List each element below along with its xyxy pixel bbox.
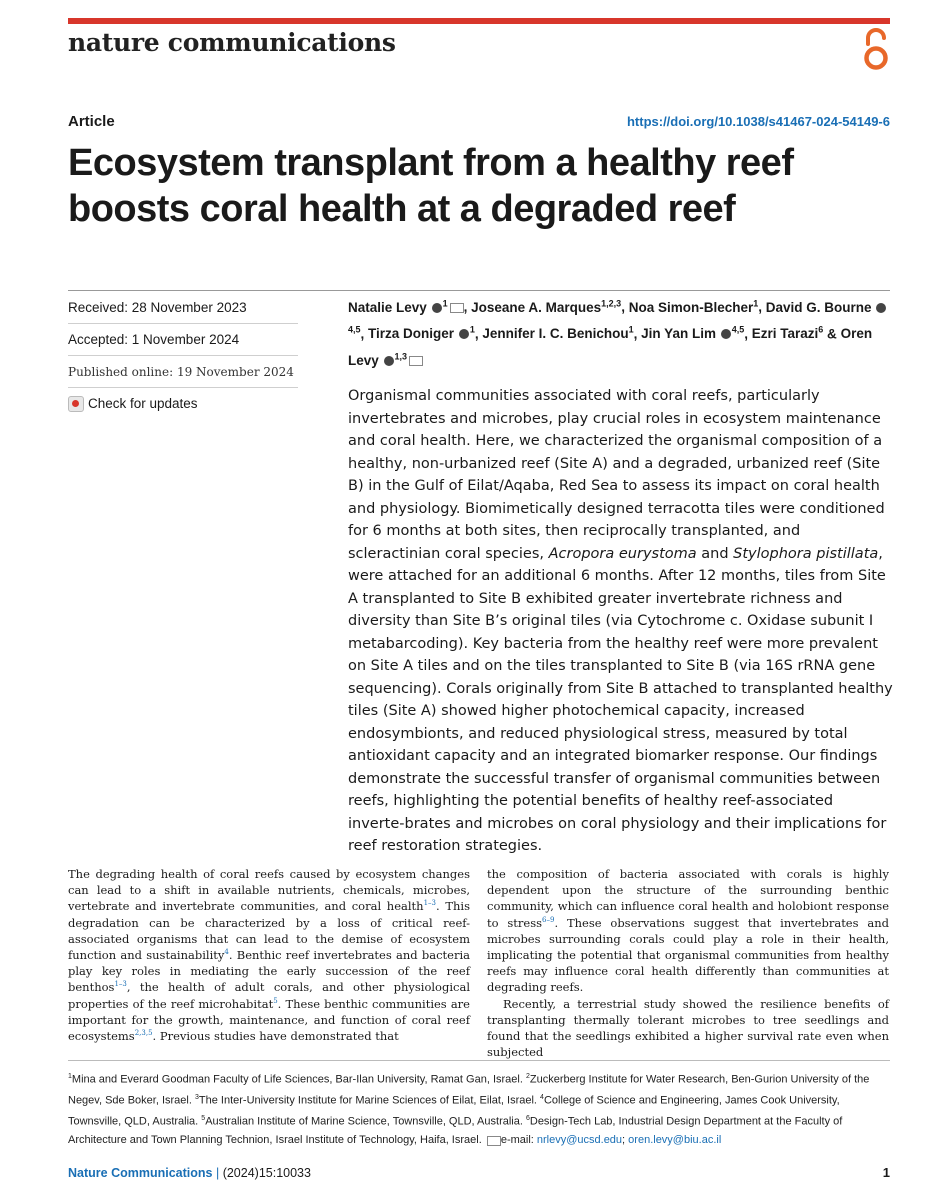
orcid-icon[interactable] — [459, 329, 469, 339]
article-type-label: Article — [68, 113, 115, 130]
affiliation-number: 5 — [201, 1115, 206, 1123]
author-name: Tirza Doniger — [368, 326, 455, 341]
author-separator: , — [474, 326, 483, 341]
body-paragraph — [68, 866, 470, 1044]
author-separator: , — [744, 326, 752, 341]
body-column-left — [68, 866, 470, 1044]
text-run: The degrading health of coral reefs caused by ecosystem changes can lead to a shift in available nutrients, chemicals, microbes, vertebrate and invertebrate communities, and coral health — [68, 867, 470, 914]
author-affiliation: 1 — [469, 324, 475, 335]
author[interactable] — [482, 326, 633, 341]
text-run: . These benthic communities are important for the growth, maintenance, and function of coral reef ecosystems — [68, 996, 470, 1044]
check-updates-icon — [68, 396, 84, 412]
affiliation-number: 1 — [68, 1073, 72, 1080]
species-name: Stylophora pistillata — [733, 545, 879, 562]
author-list — [348, 292, 893, 372]
orcid-icon[interactable] — [384, 356, 394, 366]
open-access-icon — [862, 28, 890, 72]
footer-volume: (2024)15:10033 — [222, 1166, 311, 1180]
author-name: Oren Levy — [348, 326, 873, 368]
author-affiliation: 4,5 — [348, 324, 361, 335]
check-updates-button[interactable] — [68, 388, 298, 419]
author-affiliation: 1,2,3 — [601, 298, 622, 308]
text-run: the composition of bacteria associated with corals is highly dependent upon the structure of the surrounding benthic community, which can influence coral health and holobiont response to stress — [487, 867, 889, 930]
author-affiliation: 1 — [442, 298, 448, 308]
author-affiliation: 4,5 — [731, 324, 745, 335]
citation-ref[interactable]: 6–9 — [542, 915, 555, 924]
author-separator: , — [463, 299, 472, 315]
author[interactable] — [629, 300, 759, 315]
email-icon[interactable] — [450, 303, 464, 313]
meta-divider — [68, 290, 890, 291]
email-label: e-mail: — [500, 1134, 537, 1147]
email-icon — [487, 1136, 501, 1146]
footnote-divider — [68, 1060, 890, 1061]
abstract — [348, 385, 893, 858]
text-run: . Benthic reef invertebrates and bacteria play key roles in mediating the early succession of the reef benthos — [68, 948, 470, 995]
species-name: Acropora eurystoma — [548, 545, 697, 562]
text-run: . This degradation can be characterized by a loss of critical reef-associated organisms that can lead to the demise of ecosystem function and sustainability — [68, 899, 470, 963]
author[interactable] — [368, 326, 475, 341]
header-accent-bar — [68, 18, 890, 24]
author[interactable] — [471, 300, 621, 315]
author-name: Ezri Tarazi — [751, 326, 819, 341]
affiliation-text: College of Science and Engineering, James Cook University, Townsville, QLD, Australia. — [68, 1094, 840, 1128]
author-separator: & — [823, 326, 841, 341]
author-separator: , — [633, 326, 642, 341]
body-column-right — [487, 866, 889, 1060]
body-paragraph — [487, 866, 889, 996]
check-updates-label: Check for updates — [88, 396, 198, 411]
citation-ref[interactable]: 5 — [273, 996, 278, 1005]
affiliations-footnote — [68, 1068, 890, 1150]
author-name: Noa Simon-Blecher — [628, 299, 754, 315]
affiliation-text: Mina and Everard Goodman Faculty of Life Sciences, Bar-Ilan University, Ramat Gan, Israel. — [71, 1073, 526, 1086]
author-name: Natalie Levy — [348, 299, 427, 315]
email-separator: ; — [622, 1134, 629, 1147]
received-date: Received: 28 November 2023 — [68, 292, 298, 324]
email-link[interactable]: oren.levy@biu.ac.il — [628, 1134, 722, 1147]
citation-ref[interactable]: 4 — [224, 948, 229, 957]
page-number: 1 — [882, 1165, 890, 1180]
doi-link[interactable]: https://doi.org/10.1038/s41467-024-54149-6 — [626, 114, 890, 129]
author-affiliation: 1 — [753, 298, 759, 308]
affiliation-number: 4 — [540, 1094, 544, 1102]
affiliation-text: Australian Institute of Marine Science, Townsville, QLD, Australia. — [205, 1115, 526, 1128]
orcid-icon[interactable] — [432, 303, 442, 313]
email-icon[interactable] — [409, 356, 423, 366]
author[interactable] — [348, 300, 464, 315]
abstract-text-2: , were attached for an additional 6 months. After 12 months, tiles from Site A transplanted to Site B exhibited greater invertebrate richness and diversity than Site B’s original tiles (via Cytochrome c. Oxidase subunit I metabarcoding). Key bacteria from the healthy reef were more prevalent on Site A tiles and on the tiles transplanted to Site B (via 16S rRNA gene sequencing). Corals originally from Site B attached to transplanted healthy tiles (Site A) showed higher photochemical capacity, increased endosymbionts, and reduced physiological stress, measured by total antioxidant capacity and an integrated biomarker response. Our findings demonstrate the successful transfer of organismal communities between reefs, highlighting the potential benefits of healthy reef-associated inverte-brates and microbes on coral physiology and their implications for reef restoration strategies. — [348, 545, 893, 854]
author-name: David G. Bourne — [765, 299, 872, 315]
citation-ref[interactable]: 1–3 — [423, 899, 437, 908]
author-name: Joseane A. Marques — [471, 299, 602, 315]
footer-separator: | — [215, 1166, 220, 1180]
affiliation-number: 3 — [194, 1094, 199, 1102]
author-affiliation: 1 — [628, 324, 634, 335]
text-run: , the health of adult corals, and other physiological properties of the reef microhabitat — [68, 980, 470, 1011]
affiliation-text: Zuckerberg Institute for Water Research, Ben-Gurion University of the Negev, Sde Boker, Israel. — [68, 1073, 870, 1107]
author[interactable] — [752, 326, 824, 341]
affiliation-text: The Inter-University Institute for Marine Sciences of Eilat, Eilat, Israel. — [198, 1094, 541, 1107]
citation-ref[interactable]: 2,3,5 — [134, 1029, 153, 1038]
journal-name[interactable]: nature communications — [68, 28, 396, 57]
author-separator: , — [360, 326, 369, 341]
author-name: Jin Yan Lim — [641, 326, 716, 341]
text-run: . Previous studies have demonstrated that — [152, 1029, 399, 1044]
body-paragraph — [487, 996, 889, 1061]
author-affiliation: 1,3 — [394, 351, 408, 361]
citation-ref[interactable]: 1–3 — [114, 980, 127, 989]
accepted-date: Accepted: 1 November 2024 — [68, 324, 298, 356]
article-title: Ecosystem transplant from a healthy reef boosts coral health at a degraded reef — [68, 142, 794, 230]
abstract-text-1: Organismal communities associated with coral reefs, particularly invertebrates and microbes, play crucial roles in ecosystem maintenance and coral health. Here, we characterized the organismal composition of a healthy, non-urbanized reef (Site A) and a degraded, urbanized reef (Site B) in the Gulf of Eilat/Aqaba, Red Sea to assess its impact on coral health and physiology. Biomimetically designed terracotta tiles were conditioned for 6 months at both sites, then reciprocally transplanted, and scleractinian coral species, — [348, 388, 885, 562]
published-date: Published online: 19 November 2024 — [68, 356, 298, 388]
text-run: . These observations suggest that invertebrates and microbes surrounding corals could play a role in their health, implicating the potential that organismal communities from healthy reefs may influence coral health differently than communities at degrading reefs. — [487, 915, 889, 995]
author-separator: , — [621, 299, 629, 315]
author-separator: , — [758, 299, 766, 315]
email-link[interactable]: nrlevy@ucsd.edu — [536, 1134, 623, 1147]
footer-citation — [68, 1166, 311, 1180]
author-affiliation: 6 — [818, 324, 824, 335]
author[interactable] — [641, 326, 744, 341]
affiliation-text: Design-Tech Lab, Industrial Design Department at the Faculty of Architecture and Town Planning Technion, Israel Institute of Technology, Haifa, Israel. — [68, 1115, 843, 1147]
affiliation-number: 2 — [525, 1073, 530, 1080]
article-dates — [68, 292, 298, 419]
author-name: Jennifer I. C. Benichou — [482, 326, 629, 341]
affiliation-number: 6 — [525, 1115, 530, 1123]
orcid-icon[interactable] — [721, 329, 731, 339]
abstract-conjunction: and — [696, 545, 734, 562]
orcid-icon[interactable] — [876, 303, 886, 313]
footer-journal-name[interactable]: Nature Communications — [68, 1166, 213, 1180]
text-run: Recently, a terrestrial study showed the resilience benefits of transplanting thermally tolerant microbes to tree seedlings and found that the seedlings exhibited a higher survival rate even when subjected — [487, 996, 889, 1060]
